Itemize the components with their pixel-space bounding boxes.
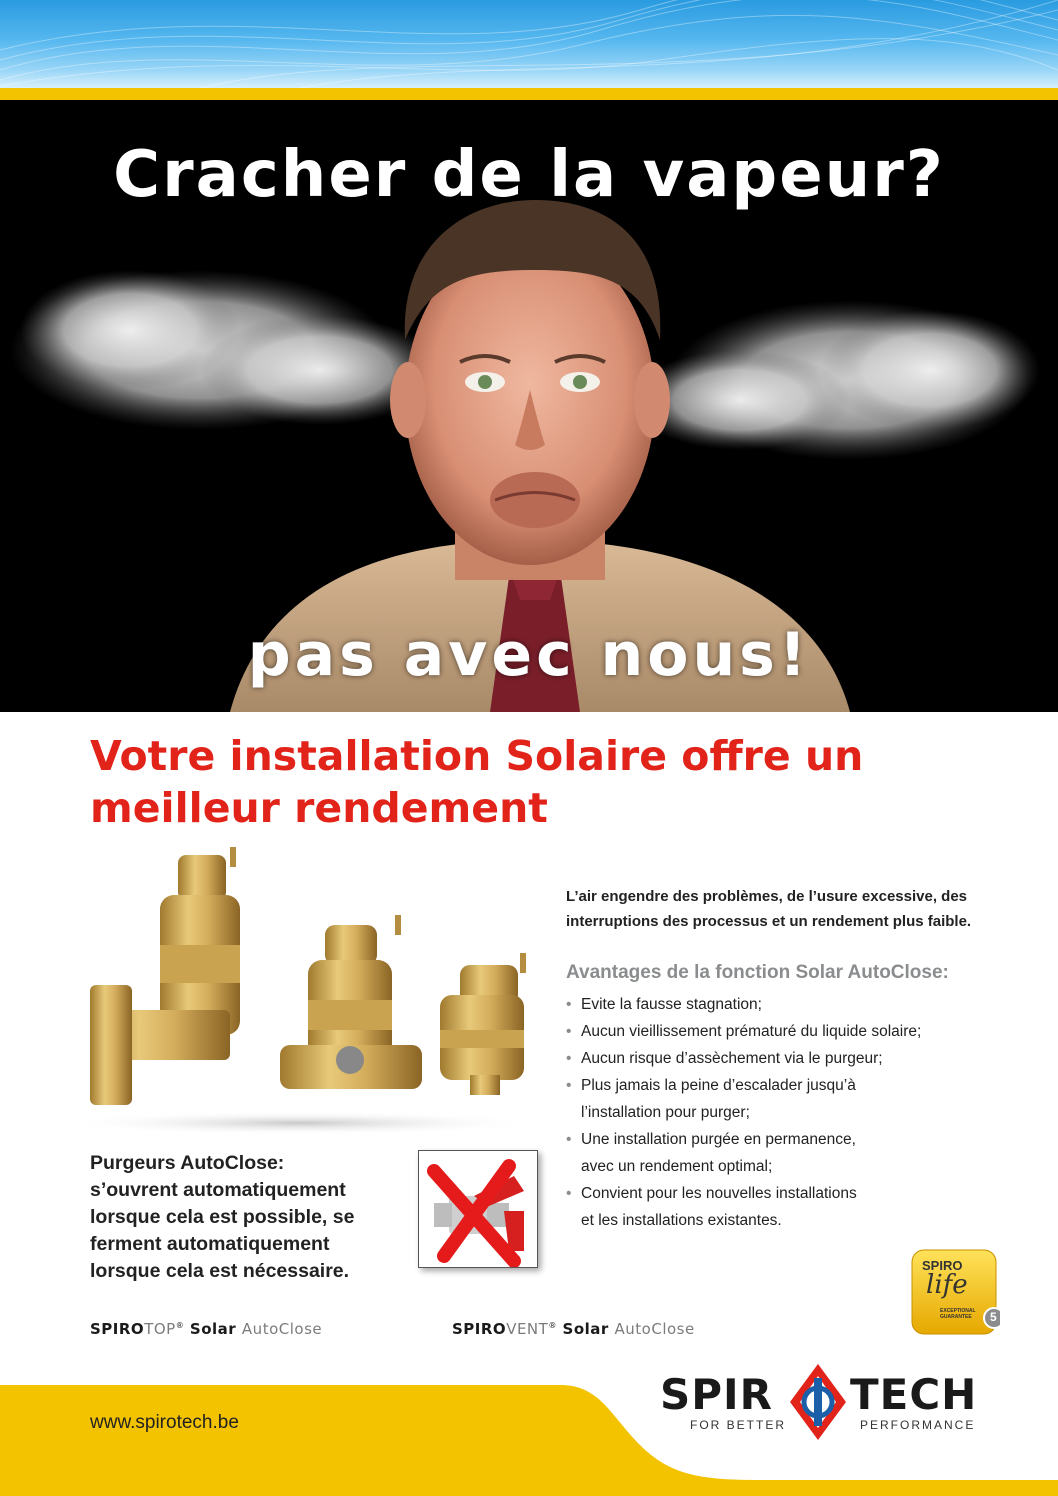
product-images [60, 845, 540, 1135]
product-model: TOP [144, 1320, 176, 1338]
product-name-spirotop: SPIROTOP® Solar AutoClose [90, 1320, 323, 1338]
benefit-item: • Aucun vieillissement prématuré du liquide solaire; [566, 1018, 1036, 1045]
logo-tagline-left: FOR BETTER [690, 1418, 787, 1432]
benefit-item-continued: et les installations existantes. [581, 1212, 782, 1229]
benefit-item: • Evite la fausse stagnation; [566, 991, 1036, 1018]
benefits-list [566, 991, 1036, 1234]
product-feature: AutoClose [241, 1320, 323, 1338]
page-title-line-2: meilleur rendement [90, 784, 548, 832]
autoclose-line: Purgeurs AutoClose: [90, 1152, 285, 1174]
product-name-spirovent: SPIROVENT® Solar AutoClose [452, 1320, 695, 1338]
product-brand: SPIRO [90, 1320, 145, 1338]
autoclose-line: ferment automatiquement [90, 1233, 330, 1255]
intro-text [566, 884, 1016, 934]
page-title-line-1: Votre installation Solaire offre un [90, 732, 864, 780]
spirolife-guarantee: GUARANTEE [940, 1314, 972, 1320]
spirolife-script: life [926, 1270, 968, 1300]
benefit-item-continued: avec un rendement optimal; [581, 1158, 773, 1175]
hero-image [0, 100, 1058, 712]
top-wave-band [0, 0, 1058, 88]
page-title [90, 730, 990, 834]
autoclose-line: s’ouvrent automatiquement [90, 1179, 346, 1201]
benefits-title: Avantages de la fonction Solar AutoClose: [566, 962, 949, 983]
product-line: Solar [184, 1320, 242, 1338]
spirotech-logo [660, 1362, 1005, 1442]
benefit-item: • Une installation purgée en permanence, [566, 1126, 1036, 1153]
product-brand: SPIRO [452, 1320, 507, 1338]
benefit-item: • Convient pour les nouvelles installations [566, 1180, 1036, 1207]
website-url[interactable]: www.spirotech.be [90, 1412, 239, 1433]
intro-line: L’air engendre des problèmes, de l’usure excessive, des [566, 888, 968, 905]
autoclose-description [90, 1150, 400, 1285]
intro-line: interruptions des processus et un rendement plus faible. [566, 913, 972, 930]
logo-word-left: SPIR [660, 1370, 773, 1419]
spirolife-brand: SPIRO [922, 1258, 963, 1273]
spirolife-number: 5 [990, 1310, 997, 1324]
hero-headline-bottom: pas avec nous! [247, 620, 811, 690]
spirolife-exceptional: EXCEPTIONAL [940, 1308, 976, 1314]
product-feature: AutoClose [614, 1320, 695, 1338]
benefit-item-continued: l’installation pour purger; [581, 1104, 750, 1121]
logo-tagline-right: PERFORMANCE [860, 1418, 976, 1432]
benefit-item: • Aucun risque d’assèchement via le purgeur; [566, 1045, 1036, 1072]
autoclose-line: lorsque cela est possible, se [90, 1206, 355, 1228]
product-line: Solar [556, 1320, 615, 1338]
hero-headline-top: Cracher de la vapeur? [113, 138, 945, 212]
crossed-valve-image [418, 1150, 538, 1268]
yellow-divider [0, 88, 1058, 100]
autoclose-line: lorsque cela est nécessaire. [90, 1260, 350, 1282]
product-model: VENT [506, 1320, 549, 1338]
logo-emblem-icon [788, 1362, 848, 1442]
spirolife-badge [910, 1248, 1000, 1336]
benefit-item: • Plus jamais la peine d’escalader jusqu’à [566, 1072, 1036, 1099]
logo-word-right: TECH [850, 1370, 978, 1419]
